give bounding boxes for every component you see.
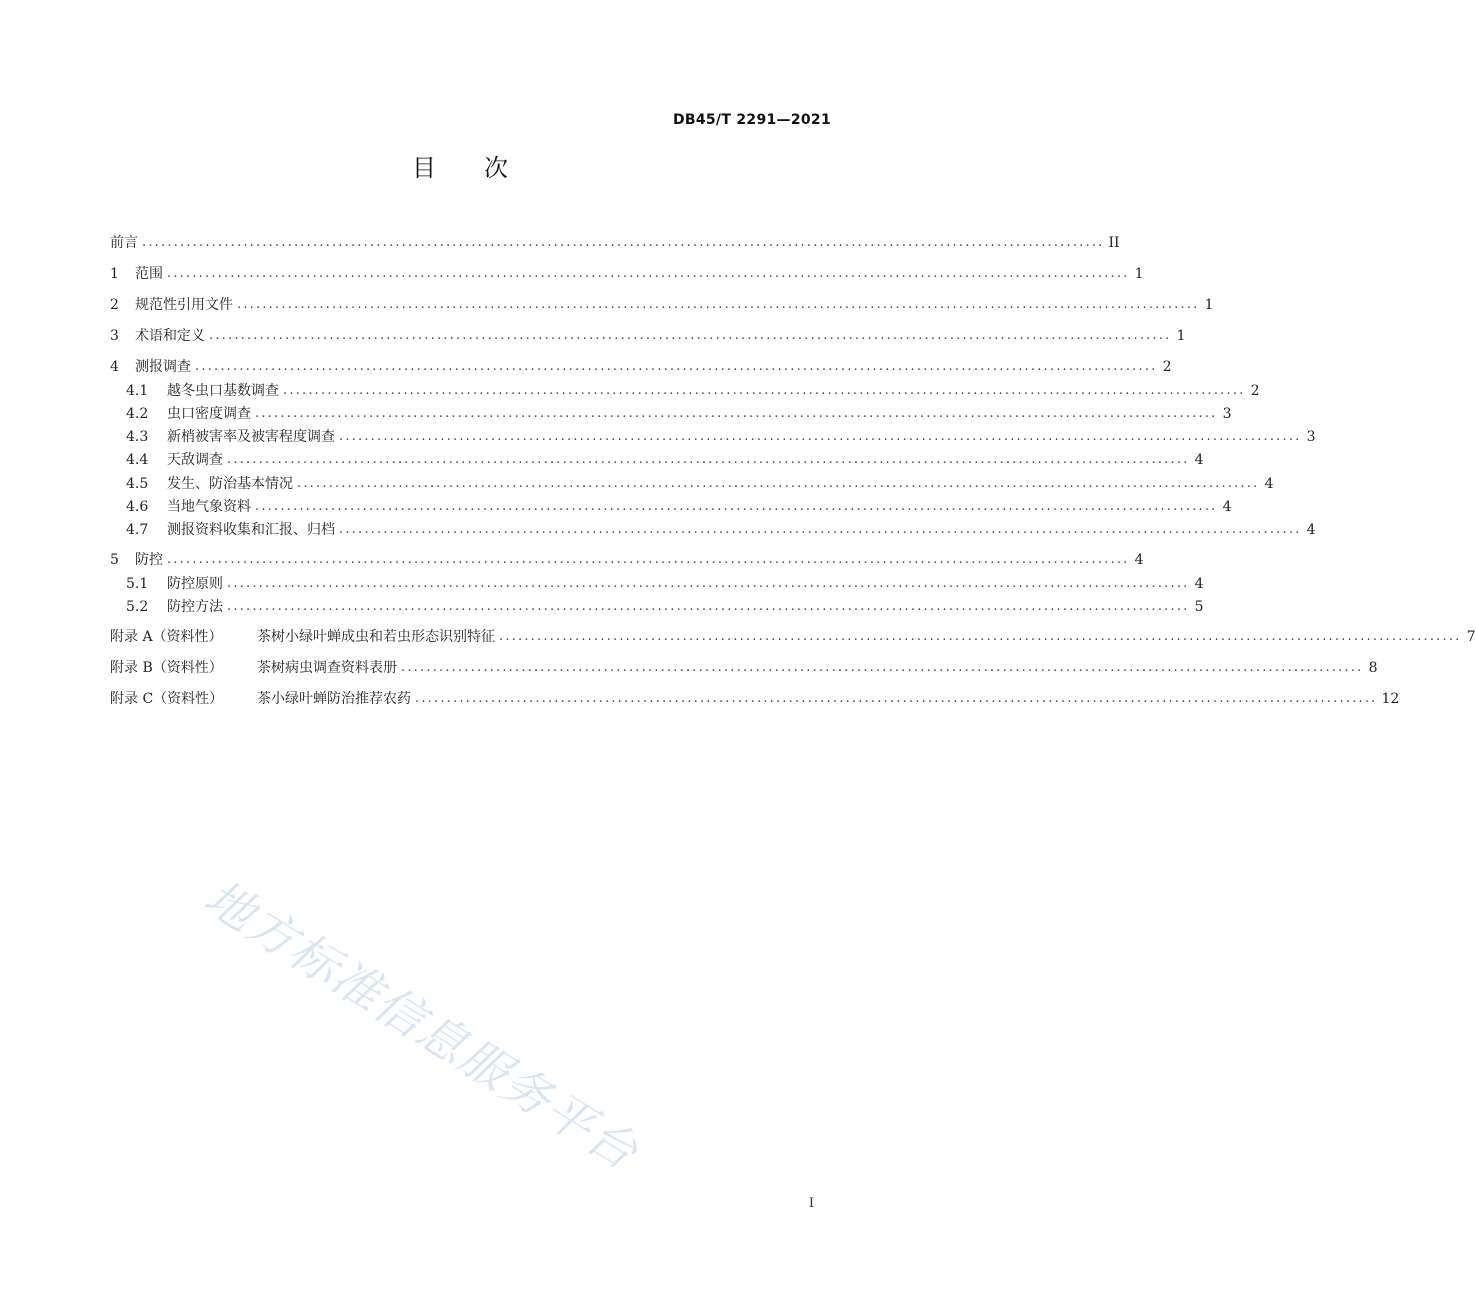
toc-entry-5-2[interactable] [126,596,1204,618]
toc-entry-number: 4 [110,359,119,375]
toc-entry-number: 5.1 [126,576,149,592]
toc-entry-4-7[interactable] [126,519,1316,541]
toc-entry-page: 1 [1134,266,1144,282]
toc-entry-title: 天敌调查 [167,452,223,468]
toc-entry-page: 4 [1194,452,1204,468]
toc-entry-number: 附录 A（资料性） [110,629,223,645]
toc-entry-page: 3 [1306,429,1316,445]
toc-entry-page: 7 [1466,629,1476,645]
toc-entry-3[interactable] [110,325,1186,347]
toc-entry-title: 前言 [110,235,138,251]
toc-entry-title: 防控 [135,552,163,568]
toc-entry-title: 越冬虫口基数调查 [167,383,279,399]
toc-entry-page: 4 [1264,476,1274,492]
toc-entry-number: 3 [110,328,119,344]
toc-leader: ........................................................................................................................................................ [195,359,1158,374]
toc-entry-4-2[interactable] [126,403,1232,425]
toc-leader: ........................................................................................................................................................ [237,297,1200,312]
toc-entry-title: 范围 [135,266,163,282]
toc-entry-title: 新梢被害率及被害程度调查 [167,429,335,445]
toc-entry-title: 茶小绿叶蝉防治推荐农药 [257,691,411,707]
toc-entry-number: 2 [110,297,119,313]
toc-entry-title: 测报资料收集和汇报、归档 [167,522,335,538]
toc-entry-page: 12 [1381,691,1400,707]
toc-entry-page: 3 [1222,406,1232,422]
toc-leader: ........................................................................................................................................................ [499,629,1462,644]
toc-leader: ........................................................................................................................................................ [297,476,1260,491]
toc-entry-5-1[interactable] [126,573,1204,595]
toc-entry-title: 术语和定义 [135,328,205,344]
toc-entry-page: 8 [1368,660,1378,676]
toc-entry-4-3[interactable] [126,426,1316,448]
toc-entry-number: 4.1 [126,383,149,399]
toc-entry-title: 虫口密度调查 [167,406,251,422]
toc-entry-appendix-c[interactable] [110,688,1400,710]
toc-entry-5[interactable] [110,549,1144,571]
toc-entry-title: 发生、防治基本情况 [167,476,293,492]
toc-entry-page: 1 [1176,328,1186,344]
toc-entry-number: 4.6 [126,499,149,515]
toc-entry-2[interactable] [110,294,1214,316]
toc-entry-number: 附录 C（资料性） [110,691,224,707]
toc-leader: ........................................................................................................................................................ [142,235,1105,250]
toc-entry-title: 防控原则 [167,576,223,592]
toc-entry-number: 4.3 [126,429,149,445]
toc-entry-number: 5.2 [126,599,149,615]
toc-leader: ........................................................................................................................................................ [415,691,1378,706]
toc-entry-appendix-a[interactable] [110,626,1476,648]
toc-leader: ........................................................................................................................................................ [227,599,1190,614]
toc-leader: ........................................................................................................................................................ [209,328,1172,343]
doc-code: DB45/T 2291—2021 [672,112,831,128]
toc-entry-title: 测报调查 [135,359,191,375]
page-title-char-1: 目 [412,154,436,182]
toc-entry-page: 5 [1194,599,1204,615]
toc-entry-1[interactable] [110,263,1144,285]
toc-entry-page: 4 [1306,522,1316,538]
toc-entry-title: 防控方法 [167,599,223,615]
page-title-char-2: 次 [484,154,508,182]
toc-entry-4-6[interactable] [126,496,1232,518]
toc-entry-page: 4 [1134,552,1144,568]
toc-entry-title: 茶树小绿叶蝉成虫和若虫形态识别特征 [257,629,495,645]
toc-leader: ........................................................................................................................................................ [255,499,1218,514]
toc-entry-number: 1 [110,266,119,282]
toc-entry-page: 4 [1194,576,1204,592]
watermark: 地方标准信息服务平台 [194,869,649,1182]
toc-leader: ........................................................................................................................................................ [339,429,1302,444]
toc-entry-number: 5 [110,552,119,568]
toc-entry-page: 4 [1222,499,1232,515]
toc-leader: ........................................................................................................................................................ [167,552,1130,567]
toc-entry-page: 2 [1250,383,1260,399]
toc-entry-4-1[interactable] [126,380,1260,402]
toc-entry-number: 4.5 [126,476,149,492]
toc-entry-number: 4.2 [126,406,149,422]
table-of-contents [110,0,1476,1302]
toc-entry-number: 附录 B（资料性） [110,660,223,676]
toc-entry-title: 当地气象资料 [167,499,251,515]
toc-entry-page: 2 [1162,359,1172,375]
page-number: I [808,1196,814,1211]
toc-entry-4[interactable] [110,356,1172,378]
toc-leader: ........................................................................................................................................................ [283,383,1246,398]
toc-leader: ........................................................................................................................................................ [255,406,1218,421]
toc-entry-4-5[interactable] [126,473,1274,495]
toc-entry-number: 4.4 [126,452,149,468]
toc-leader: ........................................................................................................................................................ [167,266,1130,281]
toc-entry-4-4[interactable] [126,449,1204,471]
toc-entry-title: 规范性引用文件 [135,297,233,313]
toc-leader: ........................................................................................................................................................ [227,576,1190,591]
toc-leader: ........................................................................................................................................................ [401,660,1364,675]
toc-leader: ........................................................................................................................................................ [339,522,1302,537]
toc-entry-title: 茶树病虫调查资料表册 [257,660,397,676]
toc-entry-foreword[interactable] [110,232,1120,254]
toc-entry-page: 1 [1204,297,1214,313]
toc-entry-page: II [1108,235,1120,251]
toc-leader: ........................................................................................................................................................ [227,452,1190,467]
toc-entry-appendix-b[interactable] [110,657,1378,679]
toc-entry-number: 4.7 [126,522,149,538]
